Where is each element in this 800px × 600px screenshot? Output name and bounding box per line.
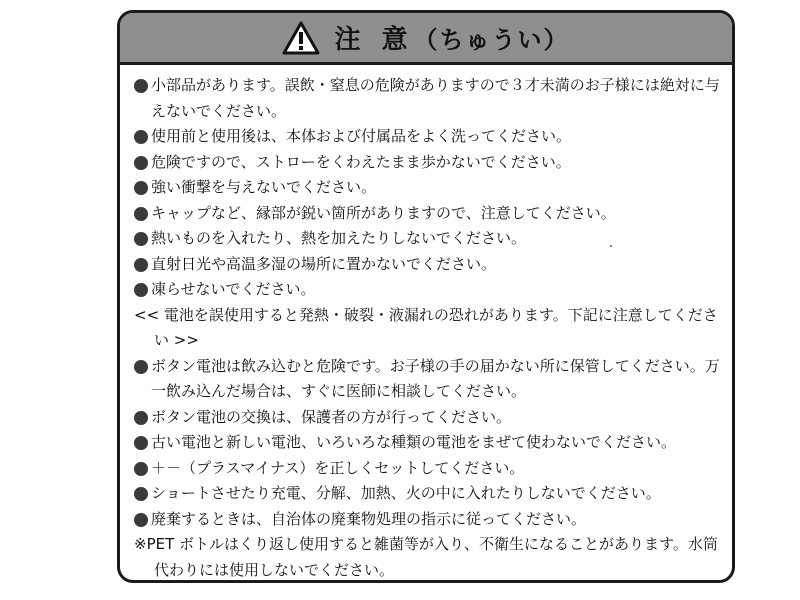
bullet-dot — [134, 79, 148, 93]
bullet-dot — [134, 130, 148, 144]
battery-item: 廃棄するときは、自治体の廃棄物処理の指示に従ってください。 — [134, 507, 724, 533]
warning-triangle-icon — [282, 21, 320, 55]
bullet-dot — [134, 258, 148, 272]
pet-bottle-footnote: ※PET ボトルはくり返し使用すると雑菌等が入り、不衛生になることがあります。水筒代わりには使用しないでください。 — [134, 535, 718, 579]
bullet-dot — [134, 360, 148, 374]
bullet-dot — [134, 487, 148, 501]
battery-notice: << 電池を誤使用すると発熱・破裂・液漏れの恐れがあります。下記に注意してください >> — [134, 305, 718, 349]
caution-item: 使用前と使用後は、本体および付属品をよく洗ってください。 — [134, 124, 724, 150]
caution-title: 注 意 — [334, 25, 414, 55]
caution-item: キャップなど、縁部が鋭い箇所がありますので、注意してください。 — [134, 201, 724, 227]
caution-body — [120, 65, 732, 583]
caution-item: 凍らせないでください。 — [134, 277, 724, 303]
battery-item: ＋－（プラスマイナス）を正しくセットしてください。 — [134, 456, 724, 482]
bullet-dot — [134, 283, 148, 297]
bullet-dot — [134, 156, 148, 170]
bullet-dot — [134, 462, 148, 476]
caution-item: 危険ですので、ストローをくわえたまま歩かないでください。 — [134, 150, 724, 176]
bullet-dot — [134, 411, 148, 425]
bullet-dot — [134, 232, 148, 246]
caution-header — [120, 13, 732, 65]
bullet-dot — [134, 513, 148, 527]
caution-item: 小部品があります。誤飲・窒息の危険がありますので３才未満のお子様には絶対に与えないでください。 — [134, 73, 724, 124]
caution-title-reading: （ちゅうい） — [413, 26, 570, 54]
battery-item: ボタン電池は飲み込むと危険です。お子様の手の届かない所に保管してください。万一飲み込んだ場合は、すぐに医師に相談してください。 — [134, 354, 724, 405]
battery-item: ボタン電池の交換は、保護者の方が行ってください。 — [134, 405, 724, 431]
bullet-dot — [134, 436, 148, 450]
battery-item: ショートさせたり充電、分解、加熱、火の中に入れたりしないでください。 — [134, 481, 724, 507]
battery-item: 古い電池と新しい電池、いろいろな種類の電池をまぜて使わないでください。 — [134, 430, 724, 456]
bullet-dot — [134, 207, 148, 221]
caution-item: 強い衝撃を与えないでください。 — [134, 175, 724, 201]
caution-label — [117, 10, 735, 583]
print-speck — [610, 245, 612, 247]
caution-item: 直射日光や高温多湿の場所に置かないでください。 — [134, 252, 724, 278]
caution-item: 熱いものを入れたり、熱を加えたりしないでください。 — [134, 226, 724, 252]
bullet-dot — [134, 181, 148, 195]
